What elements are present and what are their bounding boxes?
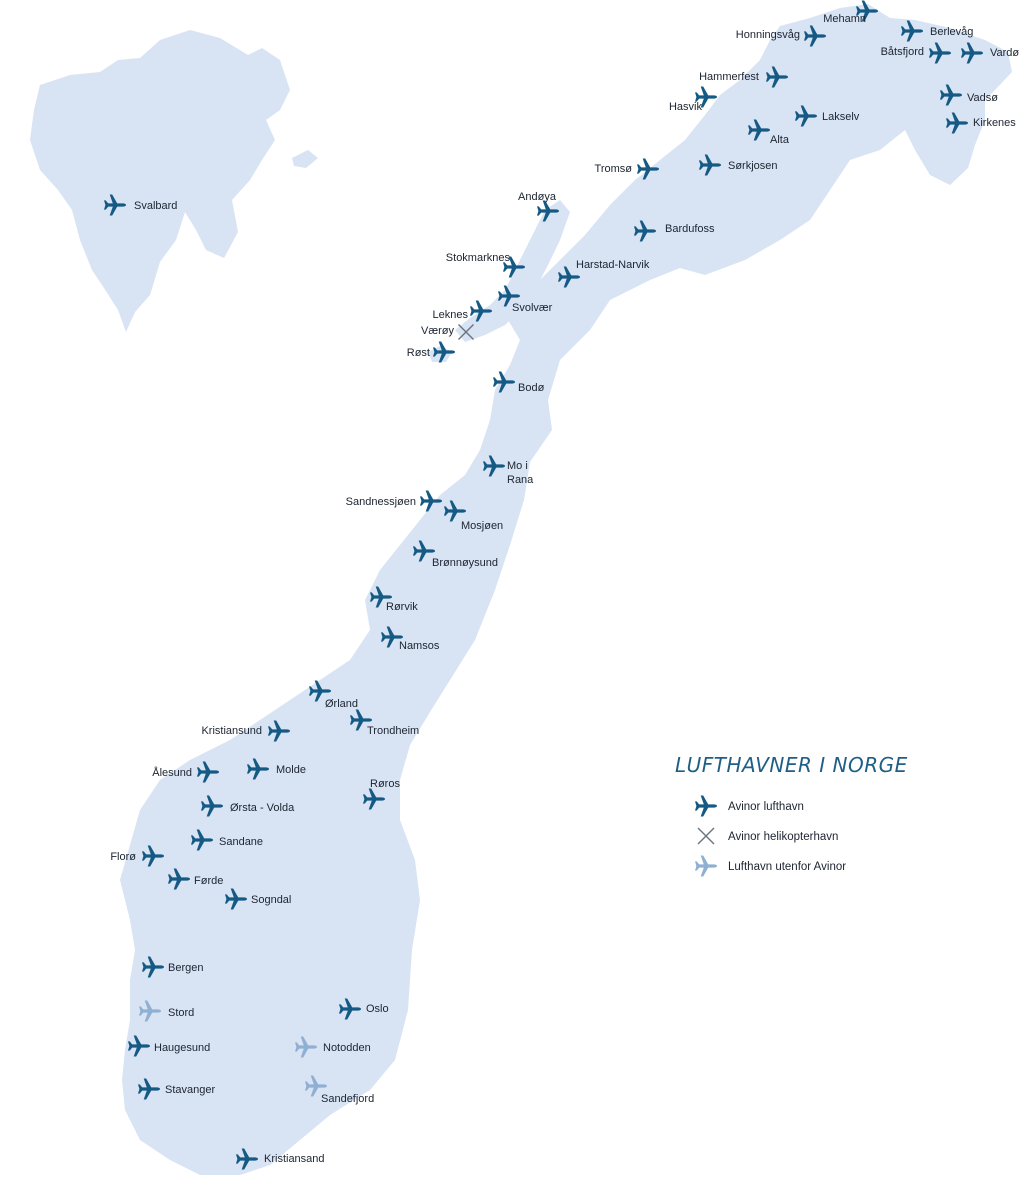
airport-label: Tromsø [594, 163, 632, 175]
svalbard-island [292, 150, 318, 168]
airport-label: Kristiansand [264, 1153, 325, 1165]
airport-label: Svalbard [134, 200, 178, 212]
legend-items [695, 796, 846, 877]
legend-label: Lufthavn utenfor Avinor [728, 861, 847, 873]
airport-label: Mo i Rana [507, 460, 534, 486]
airport-label: Hammerfest [699, 71, 759, 83]
airport-label: Bodø [518, 382, 545, 394]
airport-label: Sandnessjøen [345, 496, 416, 508]
airport-label: Røst [406, 347, 430, 359]
legend-title: LUFTHAVNER I NORGE [675, 753, 908, 777]
airport-label: Førde [194, 875, 224, 887]
airport-label: Vardø [990, 47, 1020, 59]
airport-label: Namsos [399, 640, 440, 652]
airport-label: Molde [276, 764, 306, 776]
airport-label: Ørland [325, 698, 359, 710]
airport-label: Stokmarknes [445, 252, 510, 264]
legend-item-other [695, 856, 846, 877]
airport-label: Kirkenes [973, 117, 1016, 129]
airplane-icon [695, 796, 717, 817]
airport-label: Harstad-Narvik [576, 259, 650, 271]
airport-label: Røros [370, 778, 400, 790]
airport-label: Oslo [366, 1003, 389, 1015]
airport-label: Værøy [421, 325, 454, 337]
airport-label: Stavanger [165, 1084, 216, 1096]
legend-label: Avinor helikopterhavn [728, 831, 839, 843]
airport-sandnessjoen [346, 491, 442, 512]
airport-label: Trondheim [367, 725, 420, 737]
airport-label: Kristiansund [201, 725, 262, 737]
airport-label: Mehamn [823, 13, 866, 25]
airport-stokmarknes [446, 252, 525, 278]
airport-label: Notodden [323, 1042, 371, 1054]
airport-label: Brønnøysund [432, 557, 499, 569]
airport-label: Rørvik [386, 601, 418, 613]
airport-label: Svolvær [512, 302, 553, 314]
airport-label: Berlevåg [930, 26, 974, 38]
airport-label: Ålesund [152, 767, 192, 779]
airport-label: Bardufoss [665, 223, 715, 235]
airport-label: Mosjøen [461, 520, 504, 532]
airport-label: Sogndal [251, 894, 292, 906]
airport-label: Honningsvåg [735, 29, 800, 41]
legend-label: Avinor lufthavn [728, 801, 804, 813]
airplane-icon [695, 856, 717, 877]
airport-label: Ørsta - Volda [230, 802, 295, 814]
norway-mainland [120, 4, 1012, 1175]
cross-icon [698, 828, 714, 844]
airport-label: Haugesund [154, 1042, 211, 1054]
land-masses [30, 4, 1012, 1175]
airport-label: Andøya [518, 191, 556, 203]
svalbard-land [30, 30, 290, 332]
airport-label: Båtsfjord [880, 46, 924, 58]
airport-label: Sandefjord [321, 1093, 375, 1105]
airport-label: Hasvik [668, 101, 702, 113]
map-legend [675, 753, 908, 877]
airport-label: Sørkjosen [728, 160, 778, 172]
airport-label: Florø [110, 851, 136, 863]
airport-label: Vadsø [967, 92, 998, 104]
airport-label: Bergen [168, 962, 204, 974]
airport-label: Alta [770, 134, 789, 146]
airport-label: Leknes [432, 309, 468, 321]
legend-item-avinor [695, 796, 804, 817]
legend-item-heli [698, 828, 838, 844]
airport-label: Lakselv [822, 111, 860, 123]
airport-label: Stord [168, 1007, 195, 1019]
airport-label: Sandane [219, 836, 264, 848]
